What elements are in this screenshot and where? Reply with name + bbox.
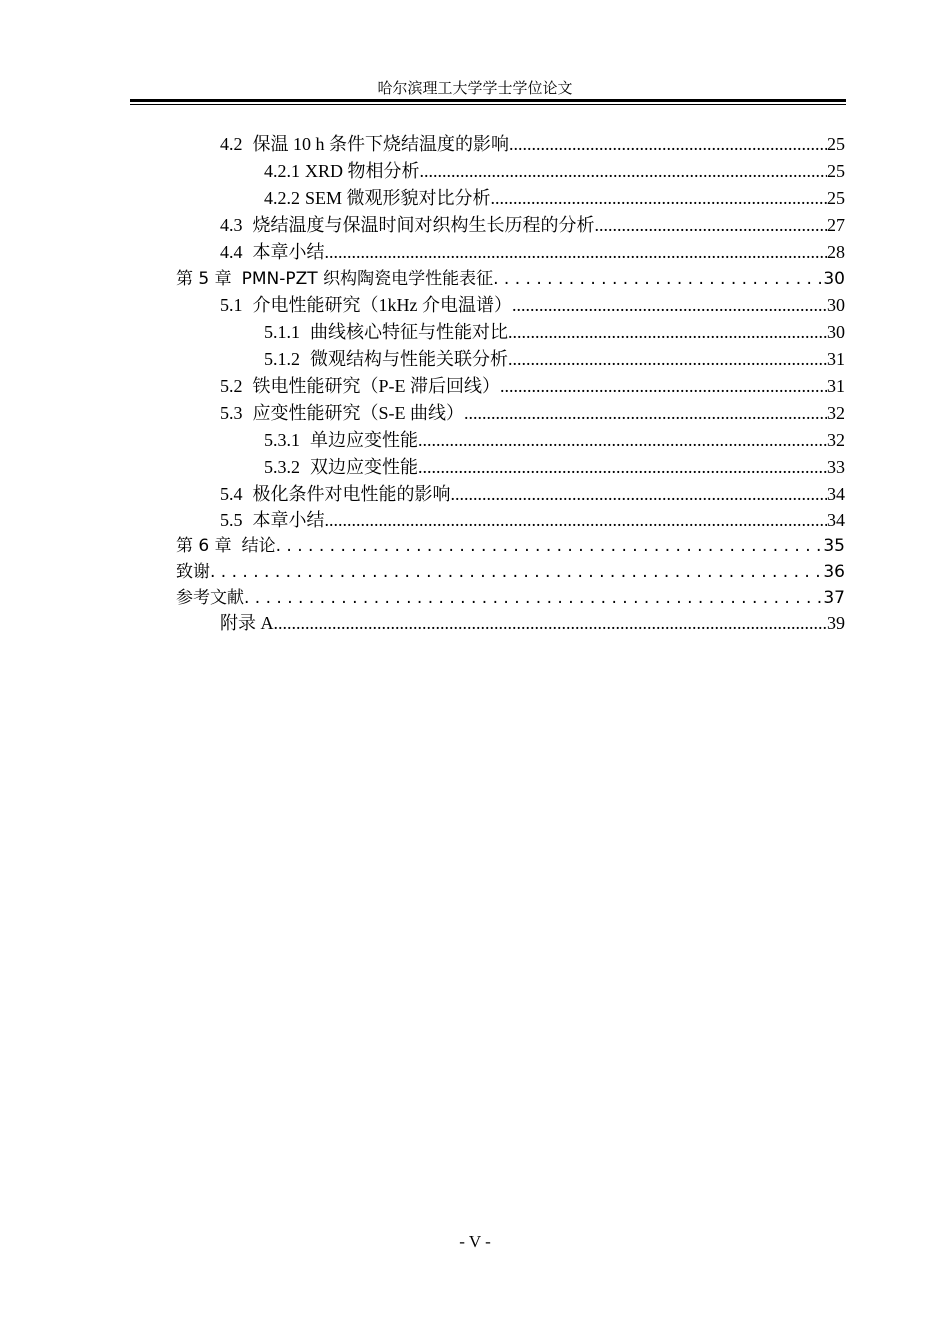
toc-entry-page: 34 xyxy=(827,484,845,504)
toc-entry-page: 25 xyxy=(827,188,845,208)
dot-leader xyxy=(512,293,827,317)
toc-entry-page: 31 xyxy=(827,349,845,369)
toc-entry-page: 32 xyxy=(827,430,845,450)
dot-leader xyxy=(420,159,827,183)
toc-entry-title: 保温 10 h 条件下烧结温度的影响 xyxy=(252,134,509,154)
toc-entry-title: 单边应变性能 xyxy=(310,430,418,450)
toc-entry-number: 5.3 xyxy=(220,403,243,423)
dot-leader xyxy=(325,240,828,264)
toc-entry-number: 4.3 xyxy=(220,215,243,235)
toc-entry-5-3[interactable] xyxy=(220,401,845,425)
toc-entry-5-5[interactable] xyxy=(220,508,845,532)
toc-entry-title: 附录 A xyxy=(220,613,274,633)
dot-leader xyxy=(276,534,824,558)
toc-entry-4-2[interactable] xyxy=(220,132,845,156)
toc-entry-number: 4.4 xyxy=(220,242,243,262)
dot-leader xyxy=(244,586,823,610)
dot-leader xyxy=(491,186,827,210)
toc-entry-number: 4.2.1 xyxy=(264,161,300,181)
dot-leader xyxy=(418,455,827,479)
toc-entry-page: 36 xyxy=(823,562,845,582)
toc-entry-page: 32 xyxy=(827,403,845,423)
toc-entry-4-4[interactable] xyxy=(220,240,845,264)
toc-entry-page: 37 xyxy=(823,588,845,608)
toc-entry-number: 5.1 xyxy=(220,295,243,315)
toc-entry-number: 5.3.2 xyxy=(264,457,300,477)
toc-entry-number: 第 6 章 xyxy=(176,536,232,556)
toc-entry-title: 微观结构与性能关联分析 xyxy=(310,349,508,369)
toc-entry-page: 25 xyxy=(827,134,845,154)
toc-entry-4-2-1[interactable] xyxy=(264,159,845,183)
dot-leader xyxy=(418,428,827,452)
toc-entry-number: 5.1.1 xyxy=(264,322,300,342)
toc-entry-title: PMN-PZT 织构陶瓷电学性能表征 xyxy=(241,269,494,289)
toc-entry-5-4[interactable] xyxy=(220,482,845,506)
toc-entry-title: SEM 微观形貌对比分析 xyxy=(305,188,491,208)
toc-entry-title: 双边应变性能 xyxy=(310,457,418,477)
dot-leader xyxy=(509,132,827,156)
toc-entry-page: 28 xyxy=(827,242,845,262)
toc-entry-title: XRD 物相分析 xyxy=(305,161,420,181)
toc-entry-title: 铁电性能研究（P-E 滞后回线） xyxy=(252,376,500,396)
toc-entry-4-2-2[interactable] xyxy=(264,186,845,210)
toc-entry-title: 本章小结 xyxy=(252,510,325,530)
dot-leader xyxy=(595,213,828,237)
toc-entry-references[interactable] xyxy=(176,586,845,610)
header-rule-thin xyxy=(130,104,846,105)
dot-leader xyxy=(274,611,828,635)
toc-entry-title: 烧结温度与保温时间对织构生长历程的分析 xyxy=(252,215,595,235)
toc-entry-number: 5.1.2 xyxy=(264,349,300,369)
dot-leader xyxy=(464,401,827,425)
dot-leader xyxy=(210,560,823,584)
toc-entry-5-1-1[interactable] xyxy=(264,320,845,344)
toc-entry-chapter-5[interactable] xyxy=(176,267,845,291)
toc-entry-number: 第 5 章 xyxy=(176,269,232,289)
header-rule-thick xyxy=(130,99,846,102)
toc-entry-number: 4.2 xyxy=(220,134,243,154)
toc-entry-title: 结论 xyxy=(241,536,276,556)
toc-entry-number: 5.4 xyxy=(220,484,243,504)
toc-entry-page: 33 xyxy=(827,457,845,477)
toc-entry-title: 介电性能研究（1kHz 介电温谱） xyxy=(252,295,512,315)
toc-entry-5-3-2[interactable] xyxy=(264,455,845,479)
toc-entry-number: 5.5 xyxy=(220,510,243,530)
dot-leader xyxy=(493,267,823,291)
toc-entry-number: 5.3.1 xyxy=(264,430,300,450)
toc-entry-page: 35 xyxy=(823,536,845,556)
toc-entry-page: 34 xyxy=(827,510,845,530)
toc-entry-4-3[interactable] xyxy=(220,213,845,237)
toc-entry-page: 30 xyxy=(823,269,845,289)
toc-entry-page: 27 xyxy=(827,215,845,235)
toc-entry-5-2[interactable] xyxy=(220,374,845,398)
dot-leader xyxy=(451,482,828,506)
toc-entry-number: 5.2 xyxy=(220,376,243,396)
page-number: - V - xyxy=(459,1232,491,1251)
toc-entry-5-1-2[interactable] xyxy=(264,347,845,371)
toc-entry-page: 30 xyxy=(827,322,845,342)
dot-leader xyxy=(325,508,828,532)
running-header-title: 哈尔滨理工大学学士学位论文 xyxy=(377,81,573,97)
toc-entry-chapter-6[interactable] xyxy=(176,534,845,558)
toc-entry-title: 极化条件对电性能的影响 xyxy=(252,484,451,504)
toc-entry-page: 31 xyxy=(827,376,845,396)
toc-entry-appendix-a[interactable] xyxy=(220,611,845,635)
toc-entry-acknowledgements[interactable] xyxy=(176,560,845,584)
dot-leader xyxy=(508,320,827,344)
toc-entry-page: 25 xyxy=(827,161,845,181)
toc-entry-title: 致谢 xyxy=(176,562,210,582)
dot-leader xyxy=(500,374,827,398)
toc-entry-page: 39 xyxy=(827,613,845,633)
toc-entry-title: 曲线核心特征与性能对比 xyxy=(310,322,508,342)
toc-entry-5-1[interactable] xyxy=(220,293,845,317)
toc-entry-page: 30 xyxy=(827,295,845,315)
toc-entry-title: 应变性能研究（S-E 曲线） xyxy=(252,403,464,423)
toc-entry-title: 本章小结 xyxy=(252,242,325,262)
toc-entry-title: 参考文献 xyxy=(176,588,244,608)
dot-leader xyxy=(508,347,827,371)
toc-entry-5-3-1[interactable] xyxy=(264,428,845,452)
toc-entry-number: 4.2.2 xyxy=(264,188,300,208)
